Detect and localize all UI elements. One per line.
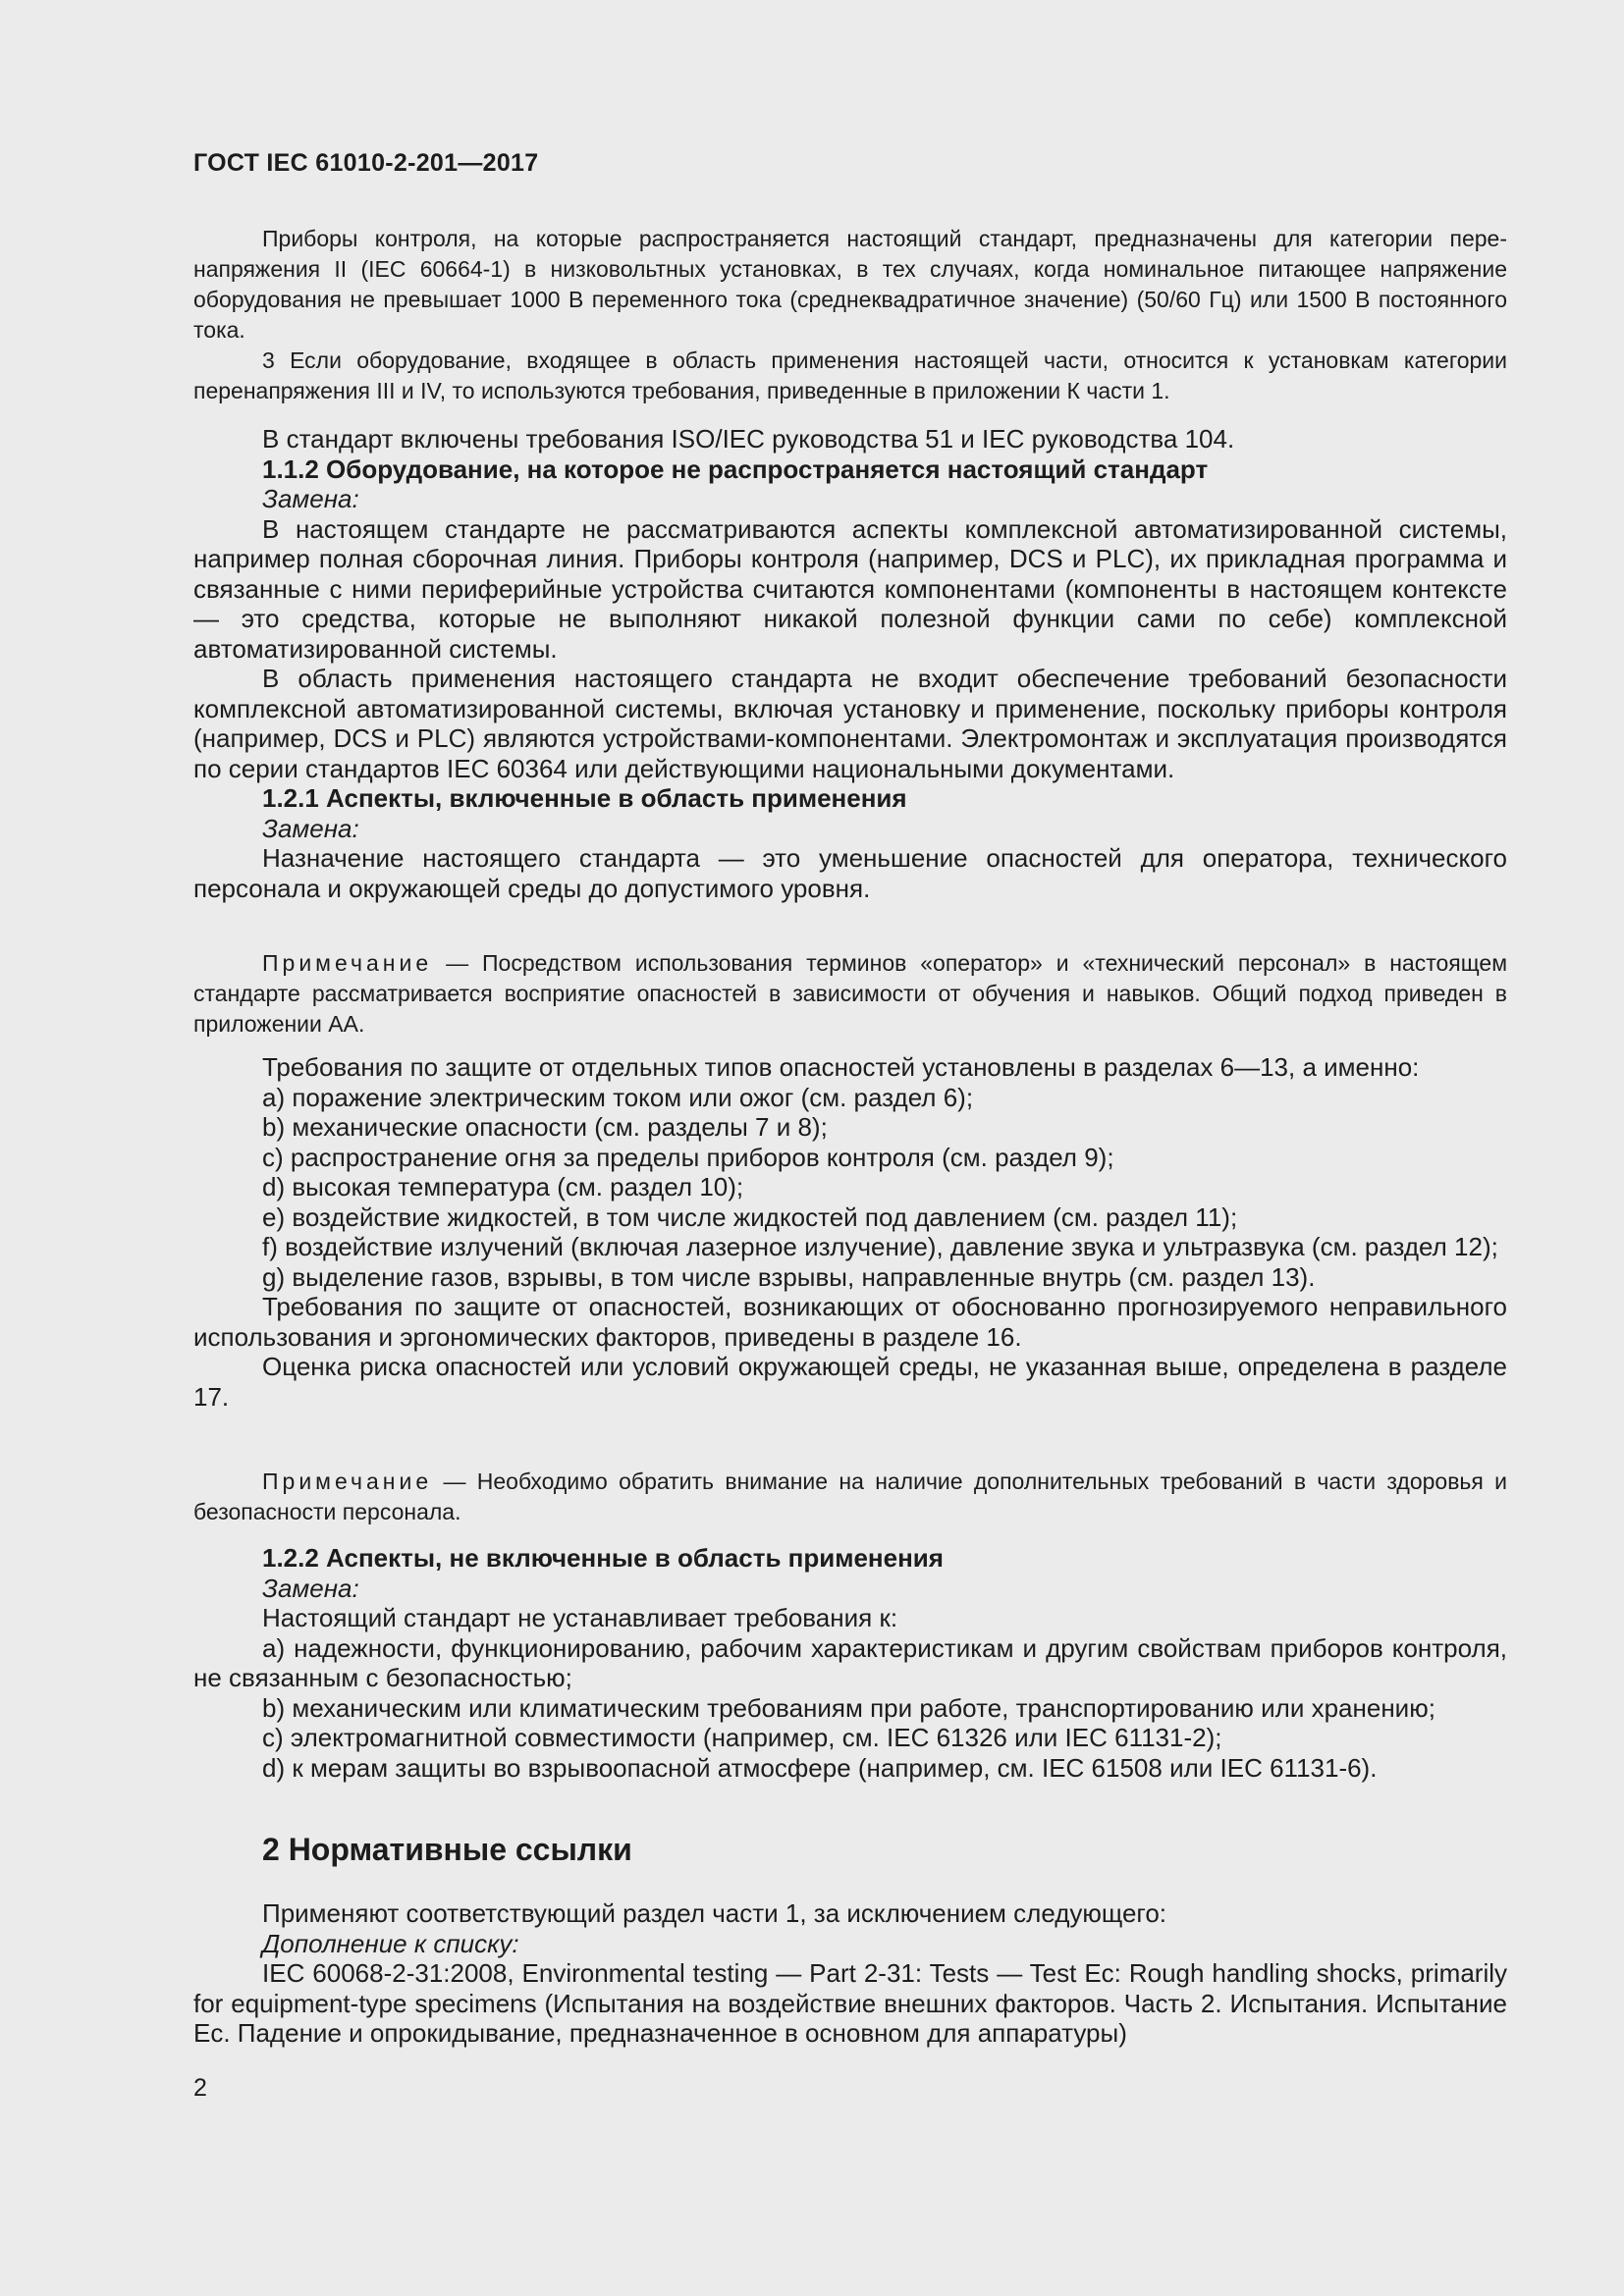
section-2-intro: Применяют соответствующий раздел части 1, за исключением следующего:	[262, 1898, 1167, 1928]
list-item: b) механическим или климатическим требованиям при работе, транспортированию или хранению;	[262, 1692, 1435, 1723]
top-paragraph-1: Приборы контроля, на которые распространяется настоящий стандарт, предназначены для категории перенапряжения II (IEC 60664-1) в низковольтных установках, в тех случаях, когда номинальное питающее напряжение оборудования не превышает 1000 В переменного тока (среднеквадратичное значение) (50/60 Гц) или 1500 В постоянного тока.	[193, 226, 1507, 343]
not-covered-intro: Настоящий стандарт не устанавливает требования к:	[262, 1603, 898, 1632]
note-2	[193, 1467, 1507, 1527]
heading-1-2-2: 1.2.2 Аспекты, не включенные в область применения	[262, 1543, 944, 1573]
heading-1-2-1: 1.2.1 Аспекты, включенные в область применения	[262, 783, 907, 813]
note-text: — Посредством использования терминов «оператор» и «технический персонал» в настоящем стандарте рассматривается восприятие опасностей в зависимости от обучения и навыков. Общий подход приведен в приложении АА.	[193, 950, 1508, 1037]
list-item: a) надежности, функционированию, рабочим характеристикам и другим свойствам приборов контроля, не связанным с безопасностью;	[193, 1632, 1507, 1692]
list-item: d) к мерам защиты во взрывоопасной атмосфере (например, см. IEC 61508 или IEC 61131-6).	[262, 1752, 1378, 1783]
main-block-3	[193, 1543, 1507, 1783]
paragraph-misuse: Требования по защите от опасностей, возникающих от обоснованно прогнозируемого неправильного использования и эргономических факторов, приведены в разделе 16.	[193, 1292, 1507, 1352]
heading-1-1-2: 1.1.2 Оборудование, на которое не распространяется настоящий стандарт	[262, 454, 1209, 484]
replacement-label-3: Замена:	[262, 1573, 359, 1603]
paragraph-system-aspects: В настоящем стандарте не рассматриваются аспекты комплексной автоматизированной системы, например полная сборочная линия. Приборы контроля (например, DCS и PLC), их прикладная программа и связанные с ними периферийные устройства считаются компонентами (компоненты в настоящем контексте — это средства, которые не выполняют никакой полезной функции сами по себе) комплексной автоматизированной системы.	[193, 513, 1507, 664]
note-label: Примечание	[262, 950, 433, 976]
note-label: Примечание	[262, 1468, 433, 1494]
document-header: ГОСТ IEC 61010-2-201—2017	[193, 149, 539, 177]
intro-paragraph: В стандарт включены требования ISO/IEC руководства 51 и IEC руководства 104.	[262, 424, 1235, 454]
list-item: d) высокая температура (см. раздел 10);	[262, 1172, 744, 1201]
note-text: — Необходимо обратить внимание на наличие дополнительных требований в части здоровья и безопасности персонала.	[193, 1468, 1508, 1524]
main-block-1	[193, 424, 1507, 903]
top-paragraph-2: 3 Если оборудование, входящее в область применения настоящей части, относится к установкам категории перенапряжения III и IV, то используются требования, приведенные в приложении К части 1.	[193, 347, 1507, 403]
paragraph-purpose: Назначение настоящего стандарта — это уменьшение опасностей для оператора, технического персонала и окружающей среды до допустимого уровня.	[193, 843, 1507, 903]
list-item: g) выделение газов, взрывы, в том числе взрывы, направленные внутрь (см. раздел 13).	[262, 1261, 1316, 1292]
page-number: 2	[193, 2074, 207, 2102]
requirements-intro: Требования по защите от отдельных типов опасностей установлены в разделах 6—13, а именно:	[262, 1052, 1420, 1082]
addition-label: Дополнение к списку:	[262, 1928, 519, 1958]
paragraph-risk: Оценка риска опасностей или условий окружающей среды, не указанная выше, определена в разделе 17.	[193, 1352, 1507, 1412]
list-item: c) электромагнитной совместимости (например, см. IEC 61326 или IEC 61131-2);	[262, 1723, 1222, 1752]
list-item: c) распространение огня за пределы приборов контроля (см. раздел 9);	[262, 1142, 1114, 1172]
section-2-title: 2 Нормативные ссылки	[262, 1832, 632, 1867]
list-item: f) воздействие излучений (включая лазерное излучение), давление звука и ультразвука (см. раздел 12);	[262, 1232, 1498, 1261]
section-2-body	[193, 1898, 1507, 2049]
reference-iec-60068: IEC 60068-2-31:2008, Environmental testing — Part 2-31: Tests — Test Ec: Rough handling shocks, primarily for equipment-type specimens (Испытания на воздействие внешних факторов. Часть 2. Испытания. Испытание Ec. Падение и опрокидывание, предназначенное в основном для аппаратуры)	[193, 1958, 1507, 2048]
main-block-2	[193, 1052, 1507, 1412]
list-item: a) поражение электрическим током или ожог (см. раздел 6);	[262, 1082, 974, 1112]
list-item: b) механические опасности (см. разделы 7 и 8);	[262, 1112, 828, 1142]
list-item: e) воздействие жидкостей, в том числе жидкостей под давлением (см. раздел 11);	[262, 1201, 1238, 1232]
top-block	[193, 224, 1507, 406]
replacement-label-2: Замена:	[262, 813, 359, 843]
note-1	[193, 948, 1507, 1040]
paragraph-scope-exclusion: В область применения настоящего стандарта не входит обеспечение требований безопасности комплексной автоматизированной системы, включая установку и применение, поскольку приборы контроля (например, DCS и PLC) являются устройствами-компонентами. Электромонтаж и эксплуатация производятся по серии стандартов IEC 60364 или действующими национальными документами.	[193, 664, 1507, 783]
replacement-label: Замена:	[262, 484, 359, 513]
